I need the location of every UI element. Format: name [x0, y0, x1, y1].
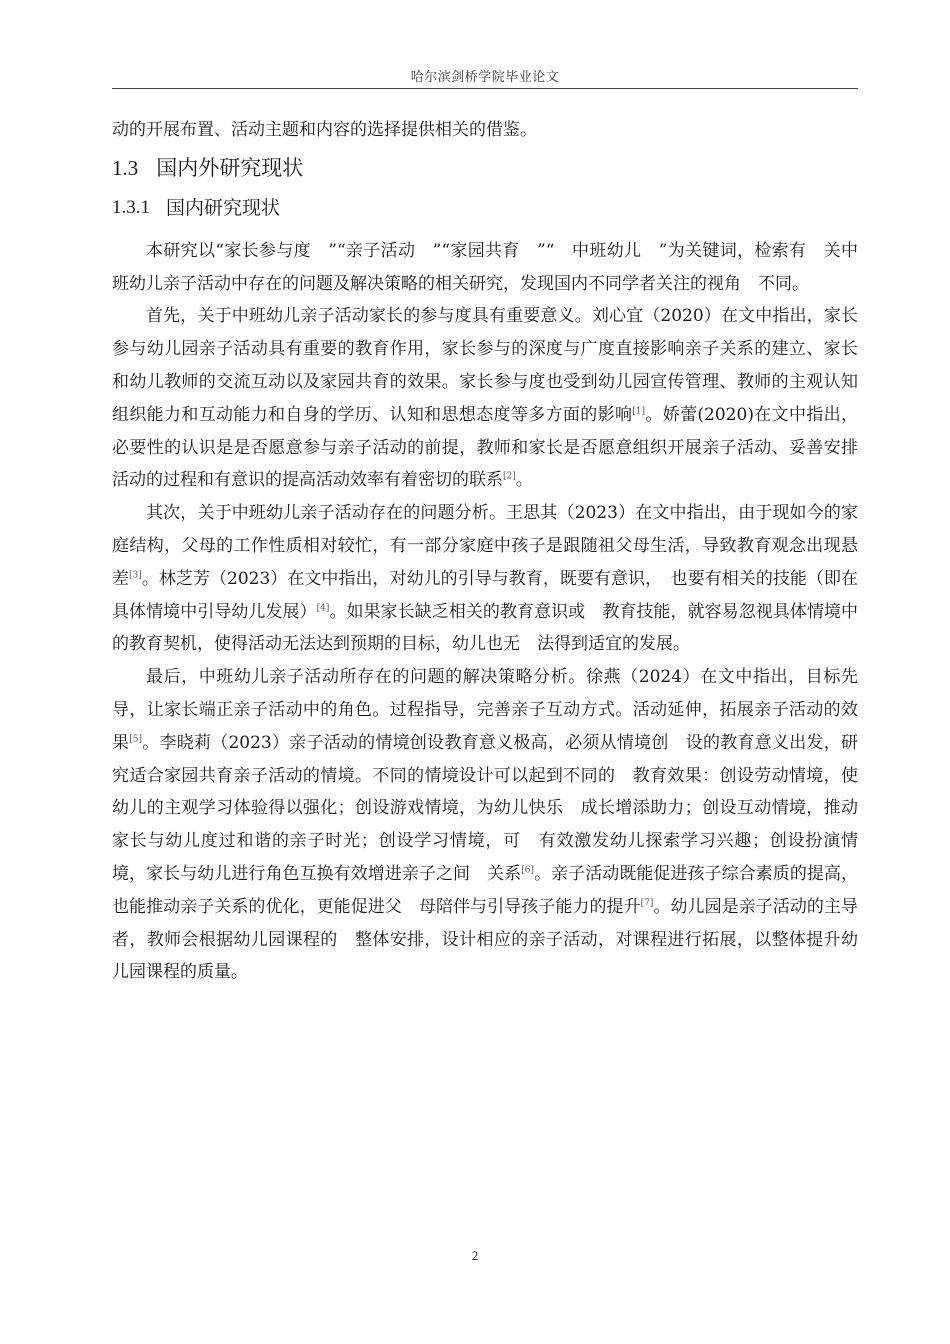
subsection-number: 1.3.1: [112, 196, 150, 218]
page-number: 2: [471, 1248, 479, 1263]
citation-marker: [2]: [503, 471, 516, 482]
continued-paragraph: 动的开展布置、活动主题和内容的选择提供相关的借鉴。: [112, 120, 537, 140]
header-rule: [112, 88, 858, 89]
subsection-title: 国内研究现状: [166, 196, 281, 219]
paragraph-problems: [112, 497, 858, 661]
page-body: [112, 114, 858, 989]
paragraph-text: 。如果家长缺乏相关的教育意识或 教育技能，就容易忽视具体情境中的教育契机，使得活动无法达到预期的目标，幼儿也无 法得到适宜的发展。: [112, 601, 859, 655]
paragraph-text: 。: [515, 470, 533, 491]
paragraph-text: 。亲子活动既能促进孩子综合素质的提高，也能推动亲子关系的优化，更能促进父 母陪伴与引导孩子能力的提升: [112, 863, 859, 917]
paragraph-text: 。娇蕾(2020)在文中指出，必要性的认识是是否愿意参与亲子活动的前提，教师和家长是否愿意组织开展亲子活动、妥善安排活动的过程和有意识的提高活动效率有着密切的联系: [112, 404, 859, 491]
paragraph-text: 。林芝芳（2023）在文中指出，对幼儿的引导与教育，既要有意识， 也要有相关的技能（即在具体情境中引导幼儿发展）: [112, 568, 859, 622]
paragraph-text: 。幼儿园是亲子活动的主导者，教师会根据幼儿园课程的 整体安排，设计相应的亲子活动，对课程进行拓展，以整体提升幼儿园课程的质量。: [112, 896, 859, 983]
paragraph-text: 。李晓莉（2023）亲子活动的情境创设教育意义极高，必须从情境创 设的教育意义出发，研究适合家园共育亲子活动的情境。不同的情境设计可以起到不同的 教育效果：创设劳动情境，使幼儿的主观学习体验得以强化；创设游戏情境，为幼儿快乐 成长增添助力；创设互动情境，推动家长与幼儿度过和谐的亲子时光；创设学习情境，可 有效激发幼儿探索学习兴趣；创设扮演情境，家长与幼儿进行角色互换有效增进亲子之间 关系: [112, 732, 859, 884]
paragraph-keywords: 本研究以“家长参与度 ”“亲子活动 ”“家园共育 ”“ 中班幼儿 ”为关键词，检索有 关中班幼儿亲子活动中存在的问题及解决策略的相关研究，发现国内不同学者关注的视角 不同。: [112, 240, 858, 294]
citation-marker: [6]: [521, 865, 535, 876]
paragraph-participation: [112, 300, 858, 497]
section-heading: [112, 151, 858, 185]
running-header: 哈尔滨剑桥学院毕业论文: [410, 70, 560, 85]
paragraph-text: 其次，关于中班幼儿亲子活动存在的问题分析。王思其（2023）在文中指出，由于现如今的家庭结构，父母的工作性质相对较忙，有一部分家庭中孩子是跟随祖父母生活，导致教育观念出现悬差: [112, 503, 858, 589]
paragraph-text: 首先，关于中班幼儿亲子活动家长的参与度具有重要意义。刘心宜（2020）在文中指出，家长参与幼儿园亲子活动具有重要的教育作用，家长参与的深度与广度直接影响亲子关系的建立、家长和幼儿教师的交流互动以及家园共育的效果。家长参与度也受到幼儿园宣传管理、教师的主观认知组织能力和互动能力和自身的学历、认知和思想态度等多方面的影响: [112, 306, 858, 425]
subsection-heading: [112, 191, 858, 225]
section-number: 1.3: [112, 155, 139, 180]
citation-marker: [1]: [632, 406, 646, 417]
citation-marker: [4]: [316, 602, 330, 613]
citation-marker: [5]: [129, 734, 142, 745]
paragraph-strategies: [112, 661, 858, 989]
section-title: 国内外研究现状: [156, 155, 304, 180]
citation-marker: [3]: [129, 570, 142, 581]
citation-marker: [7]: [640, 898, 654, 909]
paragraph-text: 最后，中班幼儿亲子活动所存在的问题的解决策略分析。徐燕（2024）在文中指出，目标先导，让家长端正亲子活动中的角色。过程指导，完善亲子互动方式。活动延伸，拓展亲子活动的效果: [112, 667, 858, 753]
